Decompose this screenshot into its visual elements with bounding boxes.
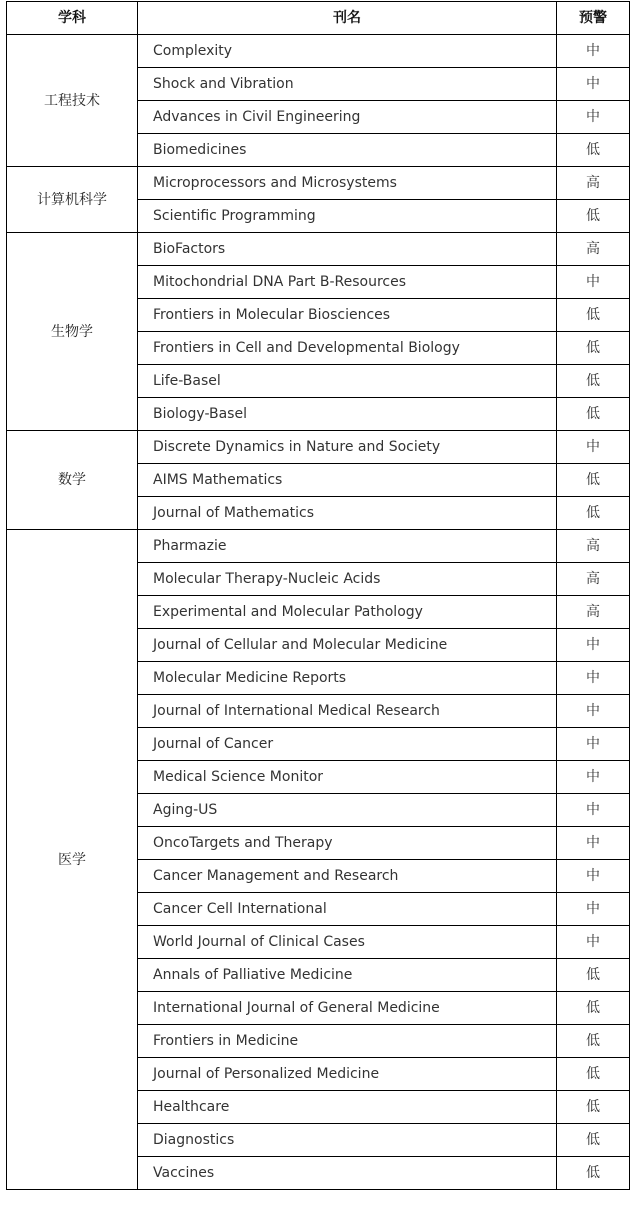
- journal-cell: Annals of Palliative Medicine: [138, 959, 557, 992]
- journal-cell: Cancer Management and Research: [138, 860, 557, 893]
- journal-cell: Experimental and Molecular Pathology: [138, 596, 557, 629]
- warning-level-cell: 高: [557, 167, 630, 200]
- journal-cell: International Journal of General Medicine: [138, 992, 557, 1025]
- journal-cell: Journal of Personalized Medicine: [138, 1058, 557, 1091]
- warning-level-cell: 低: [557, 200, 630, 233]
- warning-level-cell: 低: [557, 1058, 630, 1091]
- journal-cell: Pharmazie: [138, 530, 557, 563]
- warning-level-cell: 中: [557, 35, 630, 68]
- journal-cell: Mitochondrial DNA Part B-Resources: [138, 266, 557, 299]
- journal-cell: Complexity: [138, 35, 557, 68]
- journal-cell: Frontiers in Medicine: [138, 1025, 557, 1058]
- warning-level-cell: 低: [557, 398, 630, 431]
- header-subject: 学科: [7, 2, 138, 35]
- journal-cell: Frontiers in Cell and Developmental Biology: [138, 332, 557, 365]
- journal-cell: Molecular Therapy-Nucleic Acids: [138, 563, 557, 596]
- warning-level-cell: 低: [557, 299, 630, 332]
- table-body: [7, 35, 630, 1190]
- warning-level-cell: 高: [557, 530, 630, 563]
- warning-level-cell: 低: [557, 1091, 630, 1124]
- warning-level-cell: 中: [557, 101, 630, 134]
- warning-level-cell: 中: [557, 728, 630, 761]
- warning-level-cell: 低: [557, 497, 630, 530]
- warning-level-cell: 中: [557, 68, 630, 101]
- subject-cell: 数学: [7, 431, 138, 530]
- journal-cell: Microprocessors and Microsystems: [138, 167, 557, 200]
- warning-level-cell: 中: [557, 761, 630, 794]
- warning-level-cell: 中: [557, 893, 630, 926]
- warning-level-cell: 低: [557, 464, 630, 497]
- journal-cell: Journal of Cellular and Molecular Medicine: [138, 629, 557, 662]
- table-row: [7, 431, 630, 464]
- journal-cell: Vaccines: [138, 1157, 557, 1190]
- table-row: [7, 35, 630, 68]
- header-warning: 预警: [557, 2, 630, 35]
- journal-cell: Biology-Basel: [138, 398, 557, 431]
- journal-cell: Frontiers in Molecular Biosciences: [138, 299, 557, 332]
- subject-cell: 生物学: [7, 233, 138, 431]
- warning-level-cell: 低: [557, 1124, 630, 1157]
- journal-cell: Biomedicines: [138, 134, 557, 167]
- table-row: [7, 167, 630, 200]
- journal-cell: AIMS Mathematics: [138, 464, 557, 497]
- warning-level-cell: 中: [557, 827, 630, 860]
- warning-level-cell: 中: [557, 266, 630, 299]
- journal-cell: Advances in Civil Engineering: [138, 101, 557, 134]
- warning-level-cell: 低: [557, 959, 630, 992]
- warning-level-cell: 低: [557, 992, 630, 1025]
- warning-level-cell: 中: [557, 926, 630, 959]
- journal-cell: Diagnostics: [138, 1124, 557, 1157]
- journal-cell: Healthcare: [138, 1091, 557, 1124]
- journal-cell: Scientific Programming: [138, 200, 557, 233]
- journal-cell: OncoTargets and Therapy: [138, 827, 557, 860]
- journal-cell: Medical Science Monitor: [138, 761, 557, 794]
- warning-level-cell: 中: [557, 695, 630, 728]
- warning-level-cell: 高: [557, 563, 630, 596]
- warning-level-cell: 低: [557, 365, 630, 398]
- warning-level-cell: 中: [557, 629, 630, 662]
- warning-level-cell: 低: [557, 1157, 630, 1190]
- journal-cell: BioFactors: [138, 233, 557, 266]
- table-row: [7, 233, 630, 266]
- warning-level-cell: 中: [557, 431, 630, 464]
- journal-cell: Journal of Cancer: [138, 728, 557, 761]
- journal-cell: Journal of Mathematics: [138, 497, 557, 530]
- journal-warning-table: [6, 1, 630, 1190]
- journal-cell: Aging-US: [138, 794, 557, 827]
- warning-level-cell: 中: [557, 662, 630, 695]
- subject-cell: 计算机科学: [7, 167, 138, 233]
- table-header-row: [7, 2, 630, 35]
- journal-cell: Shock and Vibration: [138, 68, 557, 101]
- journal-cell: Cancer Cell International: [138, 893, 557, 926]
- warning-level-cell: 低: [557, 1025, 630, 1058]
- warning-level-cell: 高: [557, 233, 630, 266]
- header-journal: 刊名: [138, 2, 557, 35]
- journal-cell: Molecular Medicine Reports: [138, 662, 557, 695]
- journal-cell: Journal of International Medical Research: [138, 695, 557, 728]
- subject-cell: 医学: [7, 530, 138, 1190]
- warning-level-cell: 中: [557, 794, 630, 827]
- table-row: [7, 530, 630, 563]
- journal-cell: World Journal of Clinical Cases: [138, 926, 557, 959]
- warning-level-cell: 高: [557, 596, 630, 629]
- journal-cell: Life-Basel: [138, 365, 557, 398]
- subject-cell: 工程技术: [7, 35, 138, 167]
- journal-cell: Discrete Dynamics in Nature and Society: [138, 431, 557, 464]
- warning-level-cell: 低: [557, 332, 630, 365]
- warning-level-cell: 低: [557, 134, 630, 167]
- warning-level-cell: 中: [557, 860, 630, 893]
